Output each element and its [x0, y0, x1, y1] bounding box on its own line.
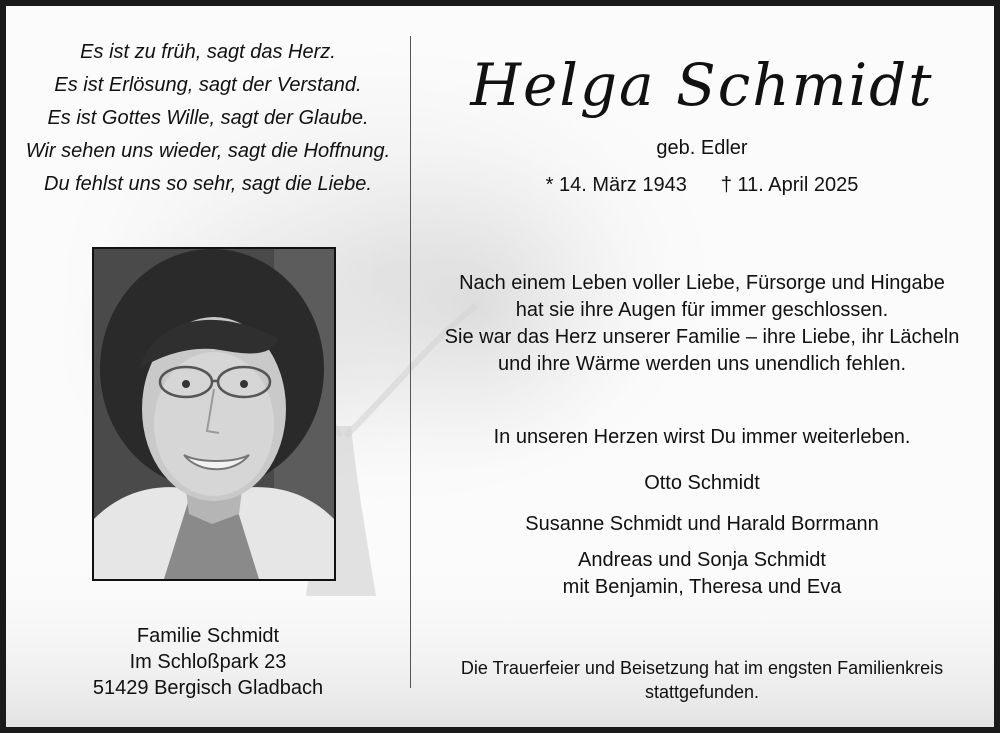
family-address [6, 623, 410, 701]
message-line: hat sie ihre Augen für immer geschlossen. [515, 299, 889, 321]
mourner-entry [410, 511, 994, 538]
mourner-name: Andreas und Sonja Schmidt [578, 549, 826, 571]
mourner-name: Otto Schmidt [644, 472, 760, 494]
obituary-message [410, 270, 994, 378]
deceased-name: Helga Schmidt [470, 51, 934, 119]
farewell-line: In unseren Herzen wirst Du immer weiterleben. [493, 426, 911, 448]
life-dates [410, 174, 994, 197]
poem-line: Du fehlst uns so sehr, sagt die Liebe. [44, 173, 372, 195]
mourner-entry [410, 470, 994, 497]
portrait-image [94, 249, 334, 579]
funeral-notice [410, 656, 994, 704]
notice-line: Die Trauerfeier und Beisetzung hat im engsten Familienkreis [460, 658, 944, 678]
death-date: † 11. April 2025 [720, 174, 859, 196]
mourner-entry [410, 547, 994, 601]
message-line: Sie war das Herz unserer Familie – ihre Liebe, ihr Lächeln [444, 326, 960, 348]
poem-line: Wir sehen uns wieder, sagt die Hoffnung. [25, 140, 391, 162]
address-line: Im Schloßpark 23 [129, 651, 287, 673]
birth-date: * 14. März 1943 [545, 174, 687, 196]
portrait-photo [92, 247, 336, 581]
notice-line: stattgefunden. [644, 682, 760, 702]
mourner-name: mit Benjamin, Theresa und Eva [562, 576, 842, 598]
poem [6, 36, 410, 201]
poem-line: Es ist Gottes Wille, sagt der Glaube. [47, 107, 369, 129]
birth-name: geb. Edler [656, 137, 748, 159]
mourner-name: Susanne Schmidt und Harald Borrmann [525, 513, 879, 535]
address-line: 51429 Bergisch Gladbach [92, 677, 324, 699]
poem-line: Es ist zu früh, sagt das Herz. [80, 41, 336, 63]
address-line: Familie Schmidt [136, 625, 280, 647]
poem-line: Es ist Erlösung, sagt der Verstand. [54, 74, 362, 96]
message-line: und ihre Wärme werden uns unendlich fehlen. [497, 353, 907, 375]
message-line: Nach einem Leben voller Liebe, Fürsorge und Hingabe [459, 272, 945, 294]
